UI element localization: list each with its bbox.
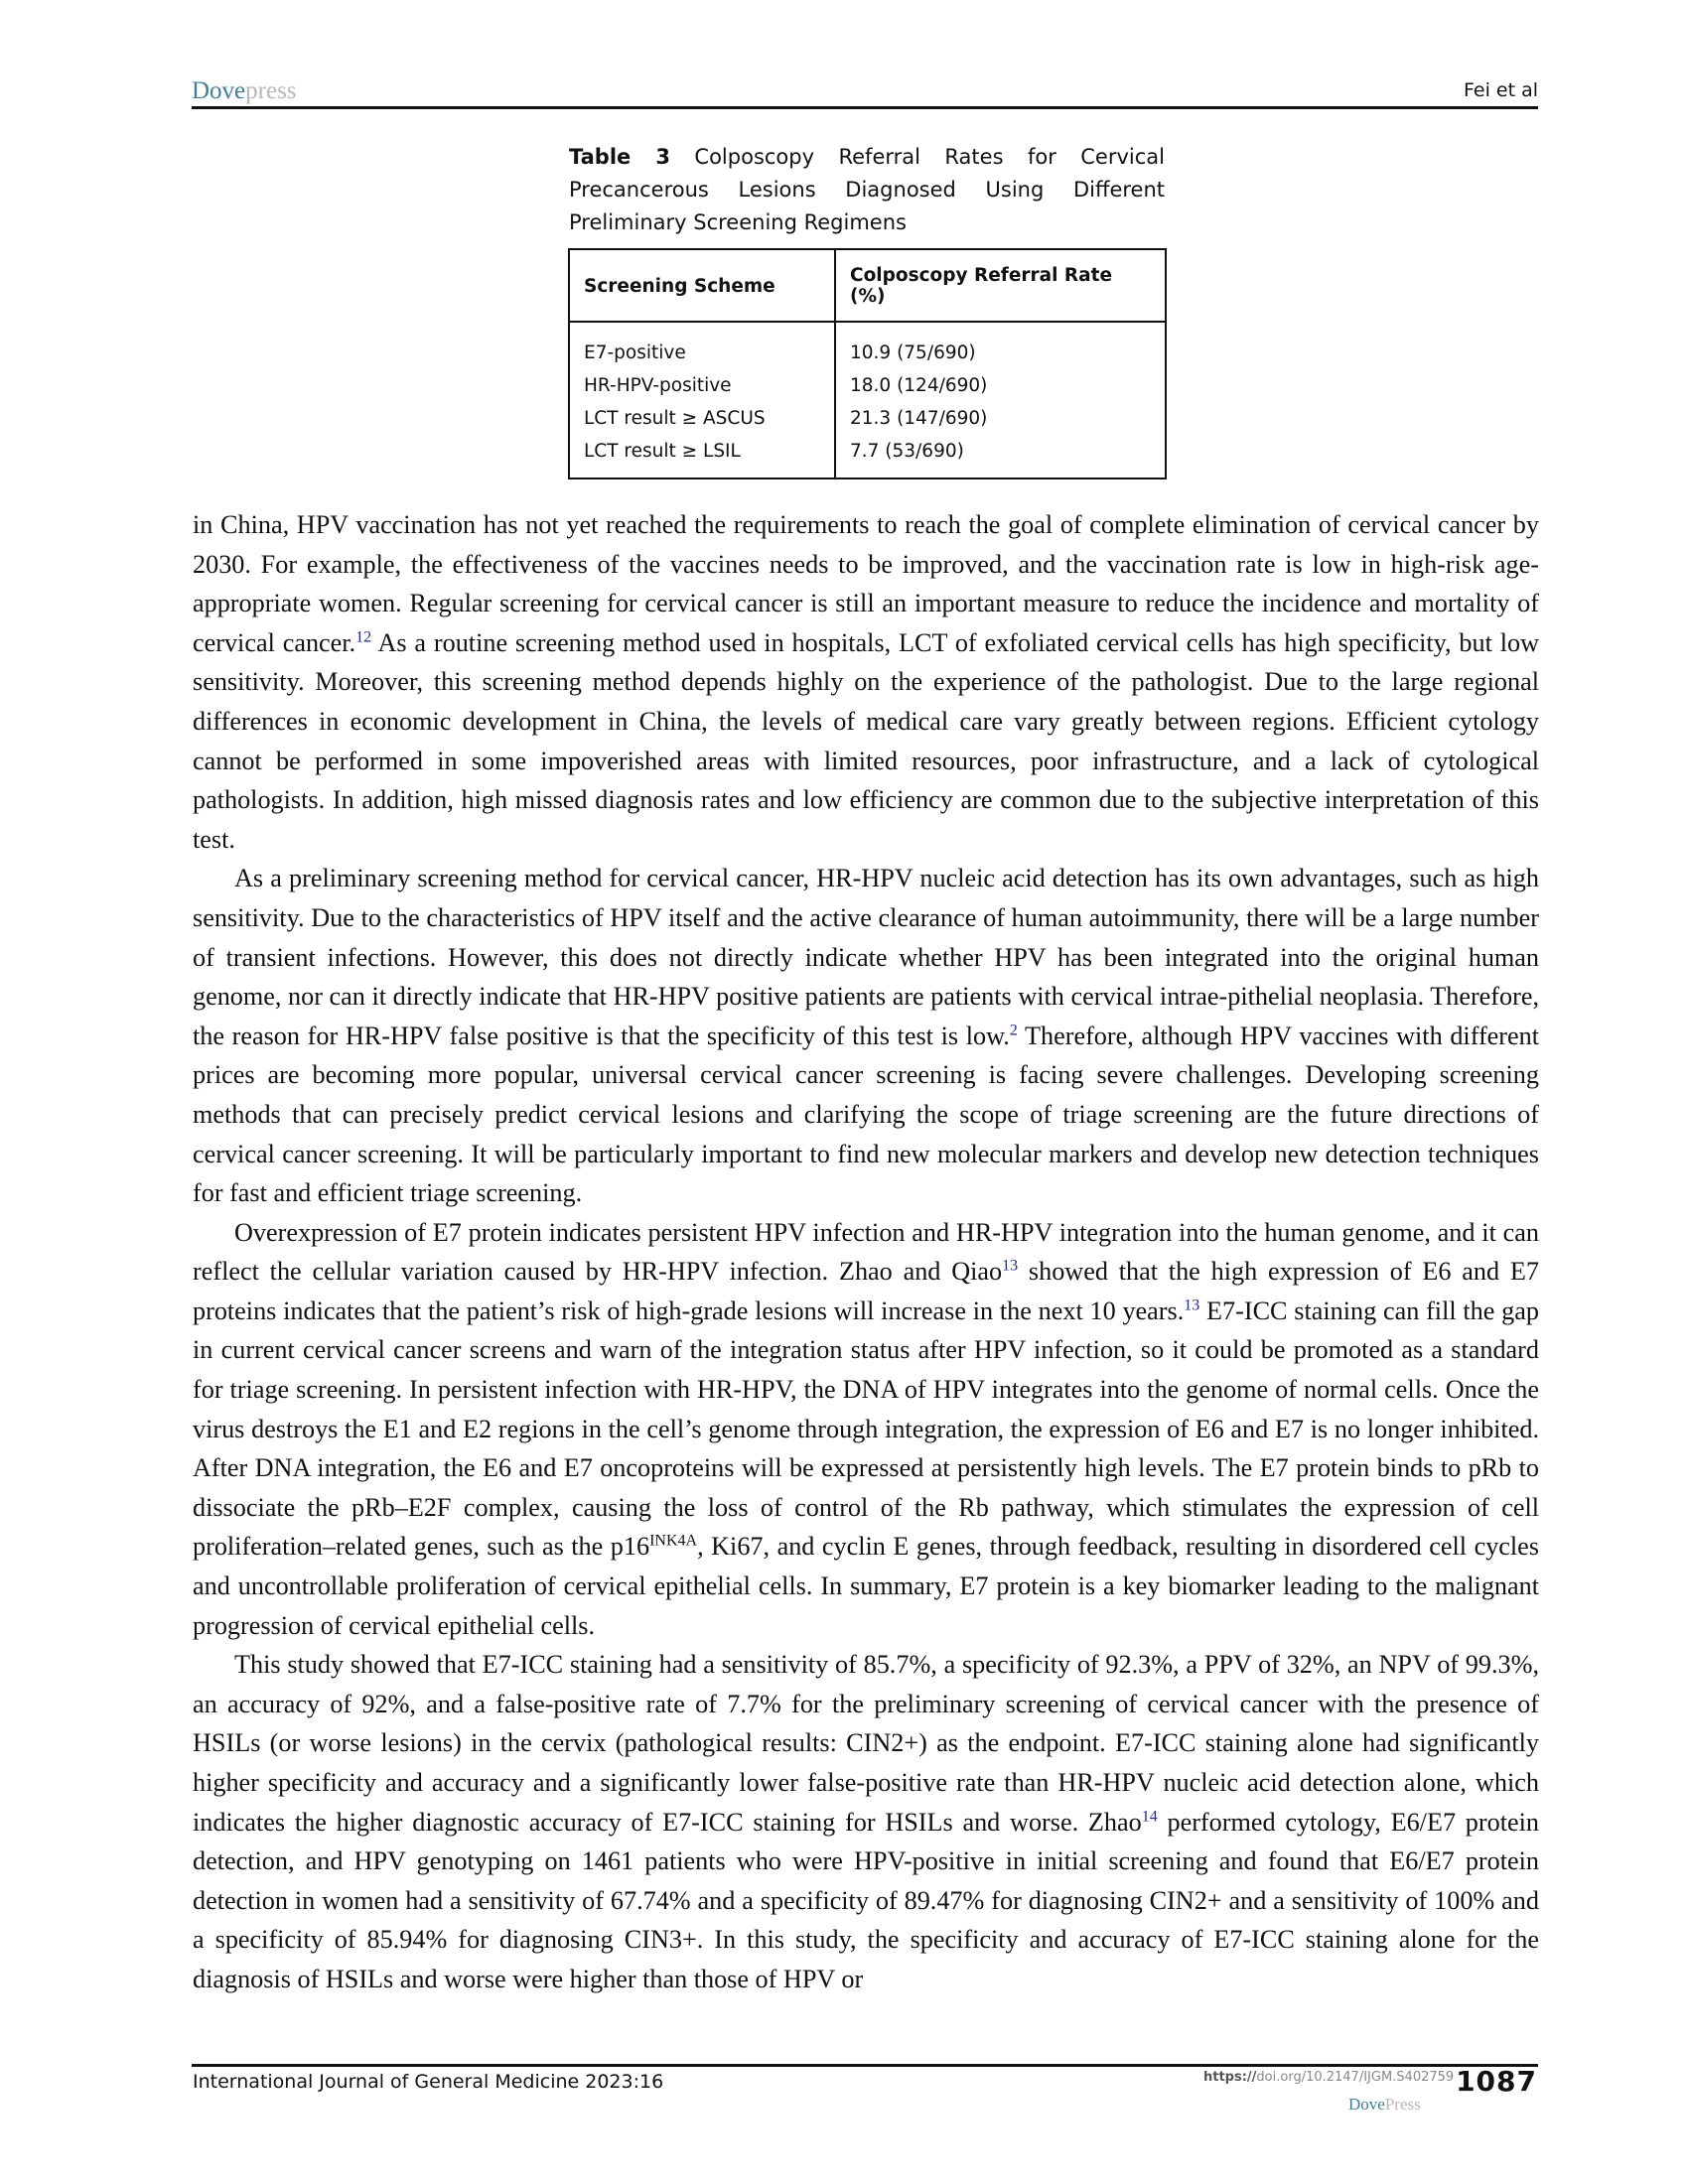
referral-rate-table <box>568 248 1167 479</box>
cell-scheme: LCT result ≥ LSIL <box>584 441 741 462</box>
table-row <box>569 435 1166 478</box>
cell-scheme: E7-positive <box>584 342 686 363</box>
citation-link[interactable]: 2 <box>1009 1021 1018 1038</box>
logo-dove: Dove <box>192 77 246 104</box>
gene-superscript: INK4A <box>649 1532 698 1550</box>
footer-publisher-logo[interactable]: DovePress <box>1348 2095 1421 2114</box>
table-row <box>569 369 1166 402</box>
cell-scheme: LCT result ≥ ASCUS <box>584 408 766 429</box>
paragraph-3: Overexpression of E7 protein indicates persistent HPV infection and HR-HPV integration into the human genome, and it can reflect the cellular variation caused by HR-HPV infection. Zhao and Qiao$^{13}$ showed that the high expression of E6 and E7 proteins indicates that the patient’s risk of high-grade lesions will increase in the next 10 years.$^{13}$ E7-ICC staining can fill the gap in current cervical cancer screens and warn of the integration status after HPV infection, so it could be promoted as a standard for triage screening. In persistent infection with HR-HPV, the DNA of HPV integrates into the genome of normal cells. Once the virus destroys the E1 and E2 regions in the cell’s genome through integration, the expression of E6 and E7 is no longer inhibited. After DNA integration, the E6 and E7 oncoproteins will be expressed at persistently high levels. The E7 protein binds to pRb to dissociate the pRb–E2F complex, causing the loss of control of the Rb pathway, which stimulates the expression of cell proliferation–related genes, such as the $p16^{INK4A}$, Ki67, and cyclin E genes, through feedback, resulting in disordered cell cycles and uncontrollable proliferation of cervical epithelial cells. In summary, E7 protein is a key biomarker leading to the malignant progression of cervical epithelial cells. <box>193 1217 1539 1640</box>
page-header <box>192 71 1538 111</box>
caption-text-1: Colposcopy Referral Rates for Cervical <box>694 145 1166 169</box>
caption-line-1 <box>569 141 1165 174</box>
caption-line-2: Precancerous Lesions Diagnosed Using Different <box>569 178 1165 202</box>
paragraph-1: in China, HPV vaccination has not yet reached the requirements to reach the goal of complete elimination of cervical cancer by 2030. For example, the effectiveness of the vaccines needs to be improved, and the vaccination rate is low in high-risk age-appropriate women. Regular screening for cervical cancer is still an important measure to reduce the incidence and mortality of cervical cancer.$^{12}$ As a routine screening method used in hospitals, LCT of exfoliated cervical cells has high specificity, but low sensitivity. Moreover, this screening method depends highly on the experience of the pathologist. Due to the large regional differences in economic development in China, the levels of medical care vary greatly between regions. Efficient cytology cannot be performed in some impoverished areas with limited resources, poor infrastructure, and a lack of cytological pathologists. In addition, high missed diagnosis rates and low efficiency are common due to the subjective interpretation of this test. <box>193 510 1539 854</box>
citation-link[interactable]: 12 <box>355 628 372 646</box>
table-caption <box>569 141 1165 239</box>
doi-link[interactable]: https://doi.org/10.2147/IJGM.S402759 <box>1203 2070 1455 2085</box>
citation-link[interactable]: 13 <box>1184 1297 1200 1314</box>
publisher-logo <box>192 77 297 105</box>
citation-link[interactable]: 13 <box>1002 1257 1019 1275</box>
table-header-row <box>569 249 1166 322</box>
page-number: 1087 <box>1456 2065 1537 2098</box>
cell-rate: 18.0 (124/690) <box>835 369 1166 402</box>
running-head: Fei et al <box>1464 79 1538 101</box>
table-row <box>569 322 1166 369</box>
footer-rule <box>192 2064 1538 2067</box>
header-rule <box>192 106 1538 109</box>
cell-scheme: HR-HPV-positive <box>584 375 732 396</box>
column-header-rate: Colposcopy Referral Rate (%) <box>835 249 1166 322</box>
citation-link[interactable]: 14 <box>1141 1807 1158 1825</box>
caption-line-3: Preliminary Screening Regimens <box>569 210 907 234</box>
table-label: Table 3 <box>569 145 670 169</box>
body-text <box>193 505 1539 1999</box>
paragraph-4: This study showed that E7-ICC staining had a sensitivity of 85.7%, a specificity of 92.3%, a PPV of 32%, an NPV of 99.3%, an accuracy of 92%, and a false-positive rate of 7.7% for the preliminary screening of cervical cancer with the presence of HSILs (or worse lesions) in the cervix (pathological results: CIN2+) as the endpoint. E7-ICC staining alone had significantly higher specificity and accuracy and a significantly lower false-positive rate than HR-HPV nucleic acid detection alone, which indicates the higher diagnostic accuracy of E7-ICC staining for HSILs and worse. Zhao$^{14}$ performed cytology, E6/E7 protein detection, and HPV genotyping on 1461 patients who were HPV-positive in initial screening and found that E6/E7 protein detection in women had a sensitivity of 67.74% and a specificity of 89.47% for diagnosing CIN2+ and a sensitivity of 100% and a specificity of 85.94% for diagnosing CIN3+. In this study, the specificity and accuracy of E7-ICC staining alone for the diagnosis of HSILs and worse were higher than those of HPV or <box>193 1650 1539 1993</box>
cell-rate: 10.9 (75/690) <box>835 322 1166 369</box>
logo-press: press <box>245 77 297 104</box>
paragraph-2: As a preliminary screening method for cervical cancer, HR-HPV nucleic acid detection has its own advantages, such as high sensitivity. Due to the characteristics of HPV itself and the active clearance of human autoimmunity, there will be a large number of transient infections. However, this does not directly indicate whether HPV has been integrated into the original human genome, nor can it directly indicate that HR-HPV positive patients are patients with cervical intrae-pithelial neoplasia. Therefore, the reason for HR-HPV false positive is that the specificity of this test is low.$^2$ Therefore, although HPV vaccines with different prices are becoming more popular, universal cervical cancer screening is facing severe challenges. Developing screening methods that can precisely predict cervical lesions and clarifying the scope of triage screening are the future directions of cervical cancer screening. It will be particularly important to find new molecular markers and develop new detection techniques for fast and efficient triage screening. <box>193 864 1540 1208</box>
column-header-scheme: Screening Scheme <box>569 249 835 322</box>
journal-citation: International Journal of General Medicine 2023:16 <box>193 2071 664 2093</box>
cell-rate: 21.3 (147/690) <box>835 402 1166 435</box>
table-row <box>569 402 1166 435</box>
cell-rate: 7.7 (53/690) <box>835 435 1166 478</box>
